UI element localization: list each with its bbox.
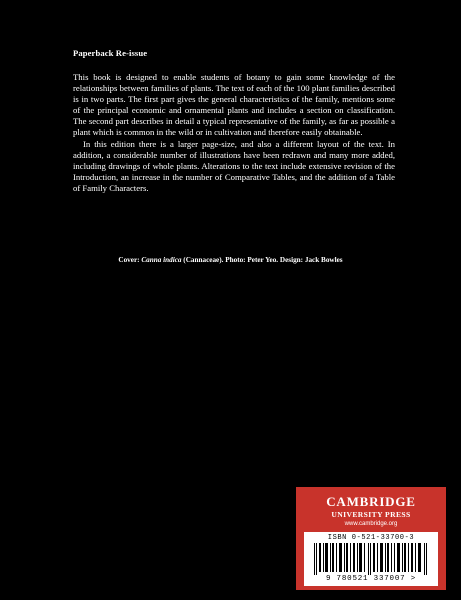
cover-credit-prefix: Cover: — [118, 256, 142, 264]
barcode-digits: 9 780521 337007 > — [325, 575, 417, 583]
barcode-icon — [310, 543, 432, 575]
publisher-subtitle: UNIVERSITY PRESS — [331, 510, 411, 519]
edition-heading: Paperback Re-issue — [73, 48, 148, 58]
isbn-label: ISBN 0-521-33700-3 — [327, 534, 415, 542]
cover-credit-species: Canna indica — [141, 256, 182, 264]
cover-credit — [0, 256, 461, 264]
barcode-box — [304, 532, 438, 586]
publisher-name: CAMBRIDGE — [326, 494, 416, 509]
publisher-url: www.cambridge.org — [344, 521, 398, 527]
cover-credit-suffix: (Cannaceae). Photo: Peter Yeo. Design: Jack Bowles — [181, 256, 343, 264]
blurb-paragraph-2: In this edition there is a larger page-size, and also a different layout of the text. In addition, a considerable number of illustrations have been redrawn and many more added, including drawings of whole plants. Alterations to the text include extensive revision of the Introduction, an increase in the number of Comparative Tables, and the addition of a Table of Family Characters. — [73, 138, 395, 193]
publisher-panel — [296, 487, 446, 590]
blurb-paragraph-1: This book is designed to enable students of botany to gain some knowledge of the relationships between families of plants. The text of each of the 100 plant families described is in two parts. The first part gives the general characteristics of the family, mentions some of the principal economic and ornamental plants and includes a section on classification. The second part describes in detail a typical representative of the family, as far as possible a plant which is common in the wild or in cultivation and therefore easily obtainable. — [73, 72, 395, 138]
blurb-text-block — [73, 48, 395, 194]
